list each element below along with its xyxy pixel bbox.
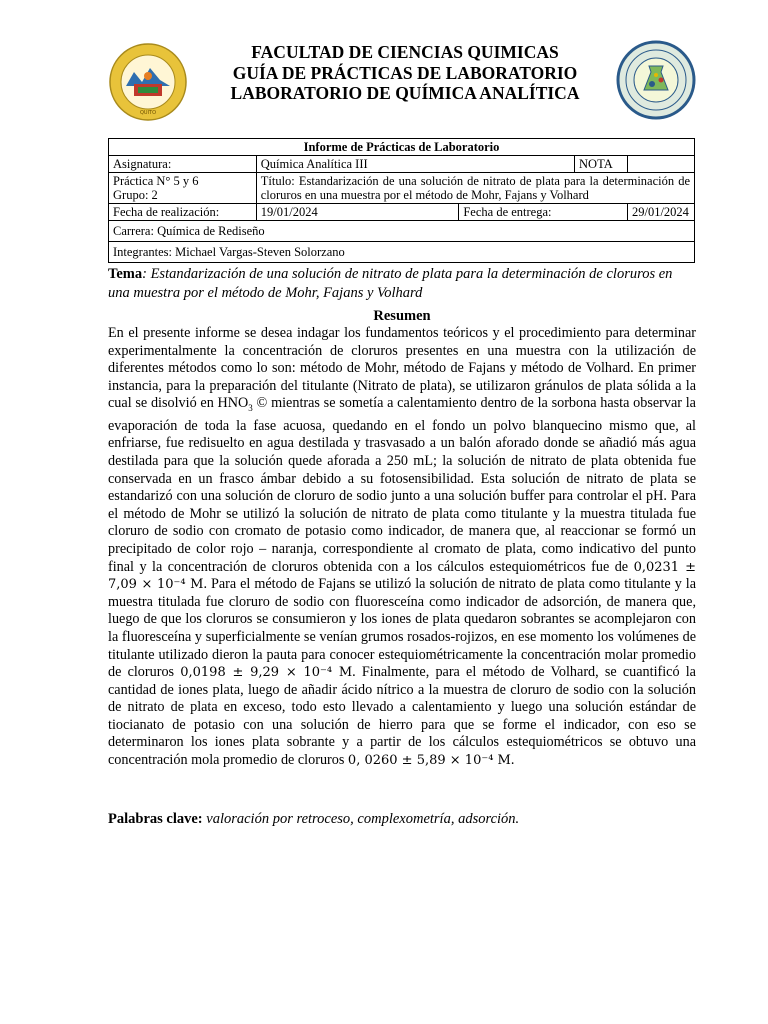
practice-number: Práctica N° 5 y 6: [113, 174, 199, 188]
report-info-table: [108, 138, 695, 263]
abstract-text-5: .: [510, 752, 515, 769]
report-heading: Informe de Prácticas de Laboratorio: [109, 139, 695, 156]
date-delivered-value: 29/01/2024: [627, 204, 694, 221]
date-performed-value: 19/01/2024: [256, 204, 459, 221]
members-row: Integrantes: Michael Vargas-Steven Solorzano: [109, 242, 695, 263]
abstract-body: [108, 325, 696, 770]
report-title: Título: Estandarización de una solución de nitrato de plata para la determinación de cloruros en una muestra por el método de Mohr, Fajans y Volhard: [256, 173, 694, 204]
keywords-line: [108, 811, 696, 828]
header-titles: [200, 42, 610, 104]
abstract-heading: Resumen: [373, 308, 431, 324]
keywords-text: valoración por retroceso, complexometría, adsorción.: [202, 811, 520, 827]
guide-title: GUÍA DE PRÁCTICAS DE LABORATORIO: [232, 62, 578, 83]
volhard-concentration: 0, 0260 ± 5,89 × 10⁻⁴ M: [347, 753, 511, 769]
subscript-3: 3: [248, 403, 253, 414]
subject-label: Asignatura:: [109, 156, 257, 173]
faculty-seal-logo: [616, 40, 696, 120]
fajans-concentration: 0,0198 ± 9,29 × 10⁻⁴ M: [180, 665, 353, 681]
subject-value: Química Analítica III: [256, 156, 574, 173]
abstract-text-4: . Finalmente, para el método de Volhard, se cuantificó la cantidad de iones plata, luego de añadir ácido nítrico a la muestra de cloruro de sodio con la solución de nitrato de plata en exceso, todo esto llevado a calentamiento y luego una solución estándar de tiocianato de potasio con una solución de hierro para que se forme el indicador, con eso se determinaron los iones plata sobrante y a partir de los cálculos estequiométricos se obtuvo una concentración mola promedio de cloruros: [108, 664, 696, 769]
date-performed-label: Fecha de realización:: [109, 204, 257, 221]
topic-colon: :: [142, 266, 147, 282]
abstract-text-3: . Para el método de Fajans se utilizó la solución de nitrato de plata como titulante y la muestra titulada fue cloruro de sodio con fluoresceína como indicador de adsorción, de manera que, luego de que los cloruros se consumieron y los iones de plata quedaron sobrantes se acomplejaron con la fluoresceína y superficialmente se venían grumos rosados-rojizos, en ese momento los volúmenes de titulante utilizado dieron la pauta para conocer estequiométricamente la concentración molar promedio de cloruros: [108, 576, 696, 681]
topic-label: Tema: [108, 266, 143, 282]
keywords-label: Palabras clave:: [108, 811, 203, 827]
mohr-concentration: 0,0231 ± 7,09 × 10⁻⁴ M: [108, 559, 697, 593]
practice-group-cell: [109, 173, 257, 204]
university-seal-logo: [108, 42, 188, 122]
faculty-title: FACULTAD DE CIENCIAS QUIMICAS: [251, 42, 559, 62]
date-delivered-label: Fecha de entrega:: [459, 204, 628, 221]
career-row: Carrera: Química de Rediseño: [109, 221, 695, 242]
lab-title: LABORATORIO DE QUÍMICA ANALÍTICA: [230, 83, 580, 103]
group-number: Grupo: 2: [113, 188, 158, 202]
topic-paragraph: [108, 265, 696, 303]
abstract-text-1: En el presente informe se desea indagar los fundamentos teóricos y el procedimiento para determinar experimentalmente la concentración de cloruros presentes en una muestra con la utilización de diferentes métodos como lo son: método de Mohr, método de Fajans y método de Volhard. En primer instancia, para la preparación del titulante (Nitrato de plata), se utilizaron gránulos de plata sólida a la cual se disolvió en HNO: [108, 325, 696, 412]
abstract-text-2: © mientras se sometía a calentamiento dentro de la sorbona hasta observar la evaporación de toda la fase acuosa, quedando en el fondo un polvo blanquecino mismo que, al enfriarse, fue redisuelto en agua destilada y trasvasado a un balón aforado donde se añadió más agua destilada para que la solución quede aforada a 250 mL; la solución de nitrato de plata obtenida fue conservada en un frasco ámbar debido a su fotosensibilidad. Esta solución de nitrato de plata se estandarizó con una solución de cloruro de sodio junto a una solución buffer para controlar el pH. Para el método de Mohr se utilizó la solución de nitrato de plata como titulante y la muestra titulada fue cloruro de sodio con cromato de potasio como indicador, de manera que, al reaccionar se formó un precipitado de color rojo – naranja, correspondiente al cromato de plata, como indicativo del punto final y la concentración de cloruros obtenida con a los cálculos estequiométricos fue de: [108, 395, 696, 575]
topic-text: Estandarización de una solución de nitrato de plata para la determinación de cloruros en una muestra por el método de Mohr, Fajans y Volhard: [108, 266, 673, 301]
document-header: [0, 40, 768, 120]
grade-label: NOTA: [575, 156, 628, 173]
seal-bottom-text: QUITO: [139, 110, 157, 116]
grade-value: [627, 156, 694, 173]
